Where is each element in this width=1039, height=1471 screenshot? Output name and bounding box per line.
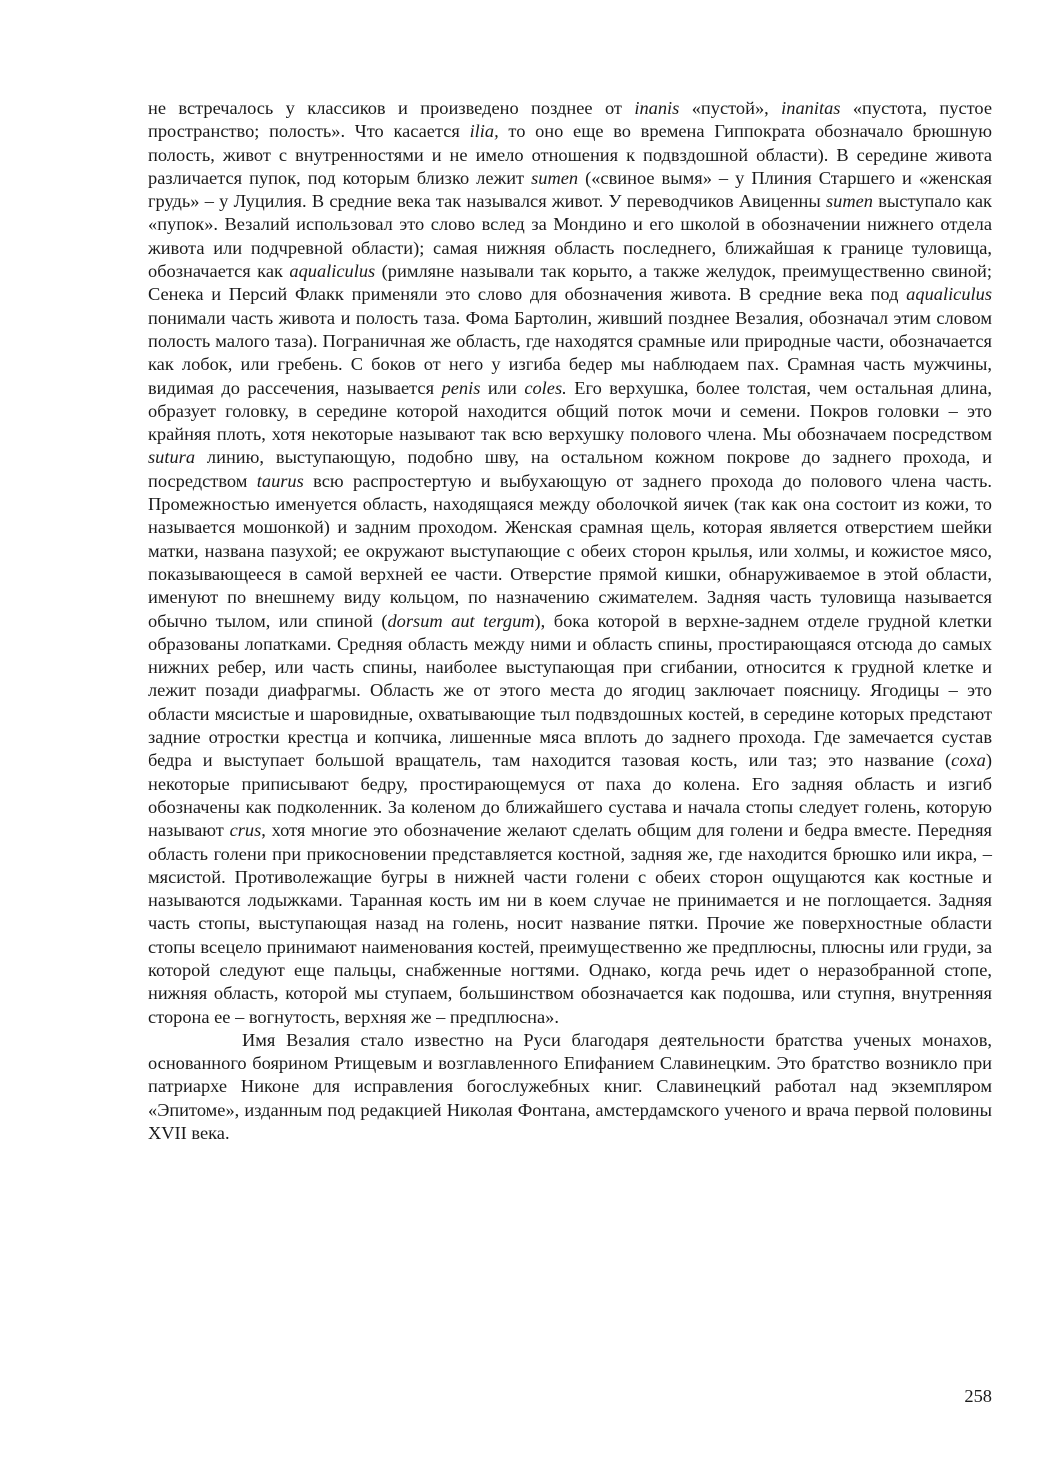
text-run: выступало как «пупок». Везалий использовал это слово вслед за Мондино и его школой в обозначении нижнего отдела живота или подчревной области); самая нижняя область последнего, ближайшая к границе туловища, обозначается как (148, 191, 992, 282)
latin-term: dorsum aut tergum (387, 610, 535, 631)
text-run: не встречалось у классиков и произведено позднее от (148, 98, 635, 118)
latin-term: penis (441, 377, 481, 398)
latin-term: sutura (148, 447, 196, 468)
document-body (148, 97, 992, 1145)
latin-term: coles. (524, 377, 567, 398)
text-run: (римляне называли так корыто, а также желудок, преимущественно свиной; Сенека и Персий Флакк применяли это слово для обозначения живота. В средние века под (148, 261, 992, 305)
text-run: всю распростертую и выбухающую от заднего прохода до полового члена часть. Промежностью именуется область, находящаяся между оболочкой яичек (так как она состоит из кожи, то называется мошонкой) и задним проходом. Женская срамная щель, которая является отверстием шейки матки, названа пазухой; ее окружают выступающие с обеих сторон крылья, или холмы, и кожистое мясо, показывающееся в самой верхней ее части. Отверстие прямой кишки, обнаруживаемое в этой области, именуют по внешнему виду кольцом, по назначению сжимателем. Задняя часть туловища называется обычно тылом, или спиной ( (148, 470, 992, 631)
latin-term: sumen (826, 191, 873, 212)
latin-term: sumen (531, 167, 579, 188)
text-run: то оно еще во времена Гиппократа обозначало брюшную полость, живот с внутренностями и не имело отношения к подвздошной области). В середине живота различается пупок, под которым близко лежит (148, 121, 992, 188)
latin-term: ilia, (469, 121, 499, 142)
latin-term: crus (229, 820, 262, 841)
latin-term: coxa (951, 750, 986, 771)
latin-term: inanis (634, 98, 680, 118)
text-run: ), бока которой в верхне-заднем отделе грудной клетки образованы лопатками. Средняя область между ними и область спины, простирающаяся отсюда до самых нижних ребер, или часть спины, наиболее выступающая при сгибании, относится к грудной клетке и лежит позади диафрагмы. Область же от этого места до ягодиц заключает поясницу. Ягодицы – это области мясистые и шаровидные, охватывающие тыл подвздошных костей, в середине которых предстают задние отростки крестца и копчика, лишенные мяса вплоть до заднего прохода. Где замечается сустав бедра и выступает большой вращатель, там находится тазовая кость, или таз; это название ( (148, 610, 992, 771)
text-run: или (480, 377, 525, 398)
latin-term: taurus (256, 470, 304, 491)
text-run: , хотя многие это обозначение желают сделать общим для голени и бедра вместе. Передняя область голени при прикосновении представляется костной, задняя же, где находится брюшко или икра, – мясистой. Противолежащие бугры в нижней части голени с обеих сторон ощущаются как костные и называются лодыжками. Таранная кость им ни в коем случае не принимается и не поглощается. Задняя часть стопы, выступающая назад на голень, носит название пятки. Прочие же поверхностные области стопы всецело принимают наименования костей, преимущественно же предплюсны, плюсны или груди, за которой следуют еще пальцы, снабженные ногтями. Однако, когда речь идет о неразобранной стопе, нижняя область, которой мы ступаем, большинством обозначается как подошва, или ступня, внутренняя сторона ее – вогнутость, верхняя же – предплюсна». (148, 820, 992, 1027)
paragraph-1 (148, 97, 992, 1029)
text-run: ) некоторые приписывают бедру, простирающемуся от паха до колена. Его задняя область и изгиб обозначены как подколенник. За коленом до ближайшего сустава и начала стопы следует голень, которую называют (148, 750, 992, 841)
latin-term: inanitas (781, 98, 841, 118)
text-run: Его верхушка, более толстая, чем остальная длина, образует головку, в середине которой находится общий поток мочи и семени. Покров головки – это крайняя плоть, хотя некоторые называют так всю верхушку полового члена. Мы обозначаем посредством (148, 377, 992, 445)
latin-term: aqualiculus (906, 284, 992, 305)
text-run: Имя Везалия стало известно на Руси благодаря деятельности братства ученых монахов, основанного боярином Ртищевым и возглавленного Епифанием Славинецким. Это братство возникло при патриархе Никоне для исправления богослужебных книг. Славинецкий работал над экземпляром «Эпитоме», изданным под редакцией Николая Фонтана, амстердамского ученого и врача первой половины XVII века. (148, 1029, 992, 1144)
text-run: «пустота, пустое пространство; полость». Что касается (148, 98, 993, 142)
text-run: линию, выступающую, подобно шву, на остальном кожном покрове до заднего прохода, и посредством (148, 447, 992, 491)
text-run: («свиное вымя» – у Плиния Старшего и «женская грудь» – у Луцилия. В средние века так назывался живот. У переводчиков Авиценны (148, 167, 992, 212)
paragraph-2 (148, 1029, 992, 1145)
text-run: «пустой», (679, 98, 782, 118)
page-number: 258 (964, 1386, 992, 1406)
text-run: понимали часть живота и полость таза. Фома Бартолин, живший позднее Везалия, обозначал этим словом полость малого таза). Пограничная же область, где находятся срамные или природные части, обозначается как лобок, или гребень. С боков от него у изгиба бедер мы наблюдаем пах. Срамная часть мужчины, видимая до рассечения, называется (148, 307, 992, 398)
latin-term: aqualiculus (289, 261, 376, 282)
